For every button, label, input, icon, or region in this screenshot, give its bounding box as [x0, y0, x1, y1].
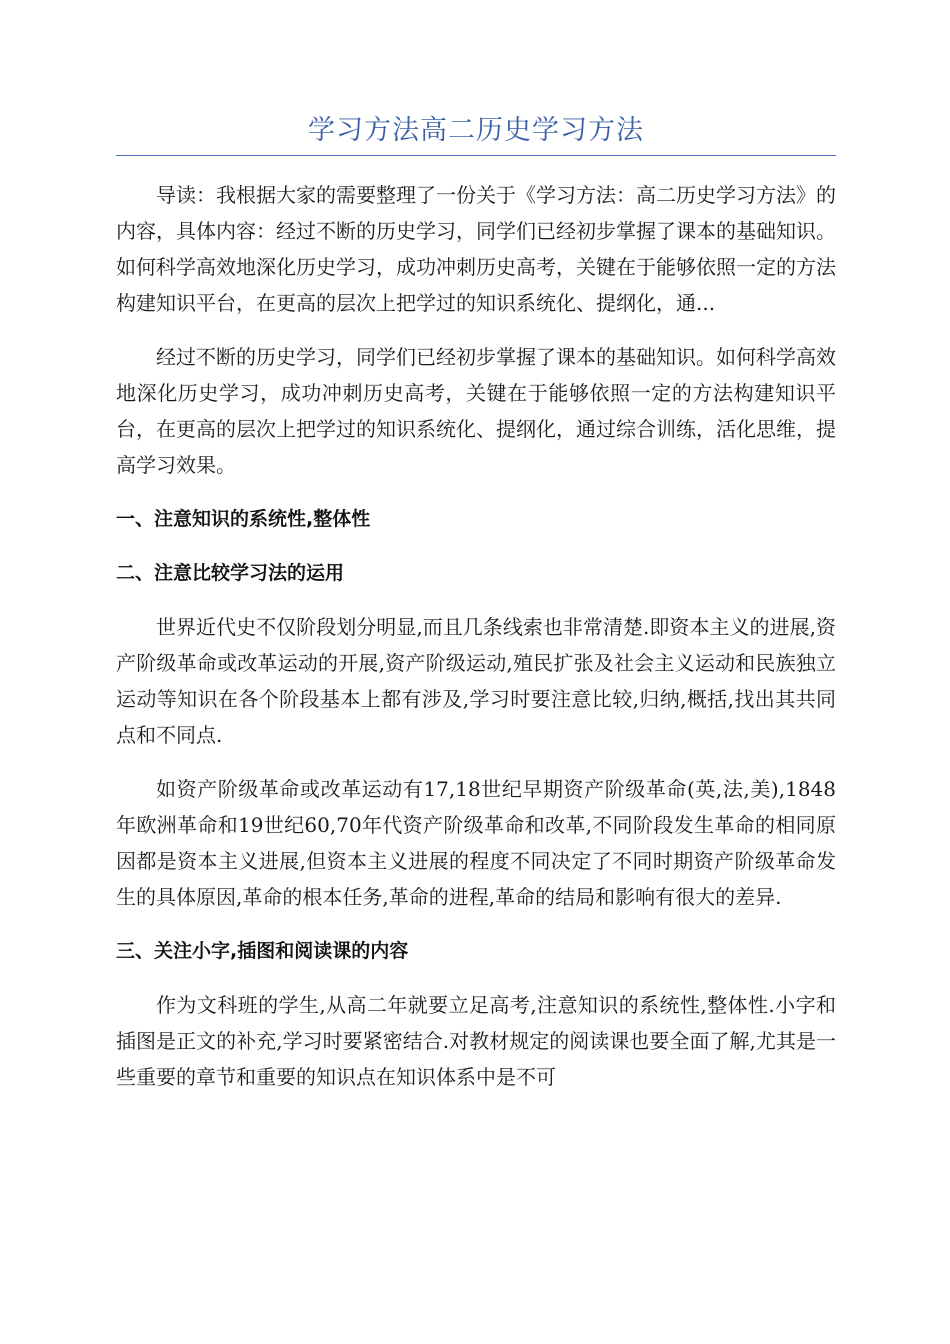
comparison-paragraph-2: 如资产阶级革命或改革运动有17,18世纪早期资产阶级革命(英,法,美),1848年欧洲革命和19世纪60,70年代资产阶级革命和改革,不同阶段发生革命的相同原因都是资本主义进展,但资本主义进展的程度不同决定了不同时期资产阶级革命发生的具体原因,革命的根本任务,革命的进程,革命的结局和影响有很大的差异. [116, 777, 836, 909]
document-title: 学习方法高二历史学习方法 [308, 115, 644, 146]
intro-paragraph: 导读：我根据大家的需要整理了一份关于《学习方法：高二历史学习方法》的内容，具体内容：经过不断的历史学习，同学们已经初步掌握了课本的基础知识。如何科学高效地深化历史学习，成功冲刺历史高考，关键在于能够依照一定的方法构建知识平台，在更高的层次上把学过的知识系统化、提纲化，通... [116, 183, 836, 315]
title-underline [116, 155, 836, 156]
section-heading-1: 一、注意知识的系统性,整体性 [116, 508, 371, 530]
document-page [116, 0, 836, 1095]
overview-paragraph: 经过不断的历史学习，同学们已经初步掌握了课本的基础知识。如何科学高效地深化历史学习，成功冲刺历史高考，关键在于能够依照一定的方法构建知识平台，在更高的层次上把学过的知识系统化、提纲化，通过综合训练，活化思维，提高学习效果。 [116, 345, 836, 477]
comparison-paragraph-1: 世界近代史不仅阶段划分明显,而且几条线索也非常清楚.即资本主义的进展,资产阶级革命或改革运动的开展,资产阶级运动,殖民扩张及社会主义运动和民族独立运动等知识在各个阶段基本上都有涉及,学习时要注意比较,归纳,概括,找出其共同点和不同点. [116, 615, 836, 747]
section-heading-2: 二、注意比较学习法的运用 [116, 562, 345, 584]
reading-paragraph: 作为文科班的学生,从高二年就要立足高考,注意知识的系统性,整体性.小字和插图是正文的补充,学习时要紧密结合.对教材规定的阅读课也要全面了解,尤其是一些重要的章节和重要的知识点在知识体系中是不可 [116, 993, 836, 1089]
section-heading-3: 三、关注小字,插图和阅读课的内容 [116, 940, 409, 962]
